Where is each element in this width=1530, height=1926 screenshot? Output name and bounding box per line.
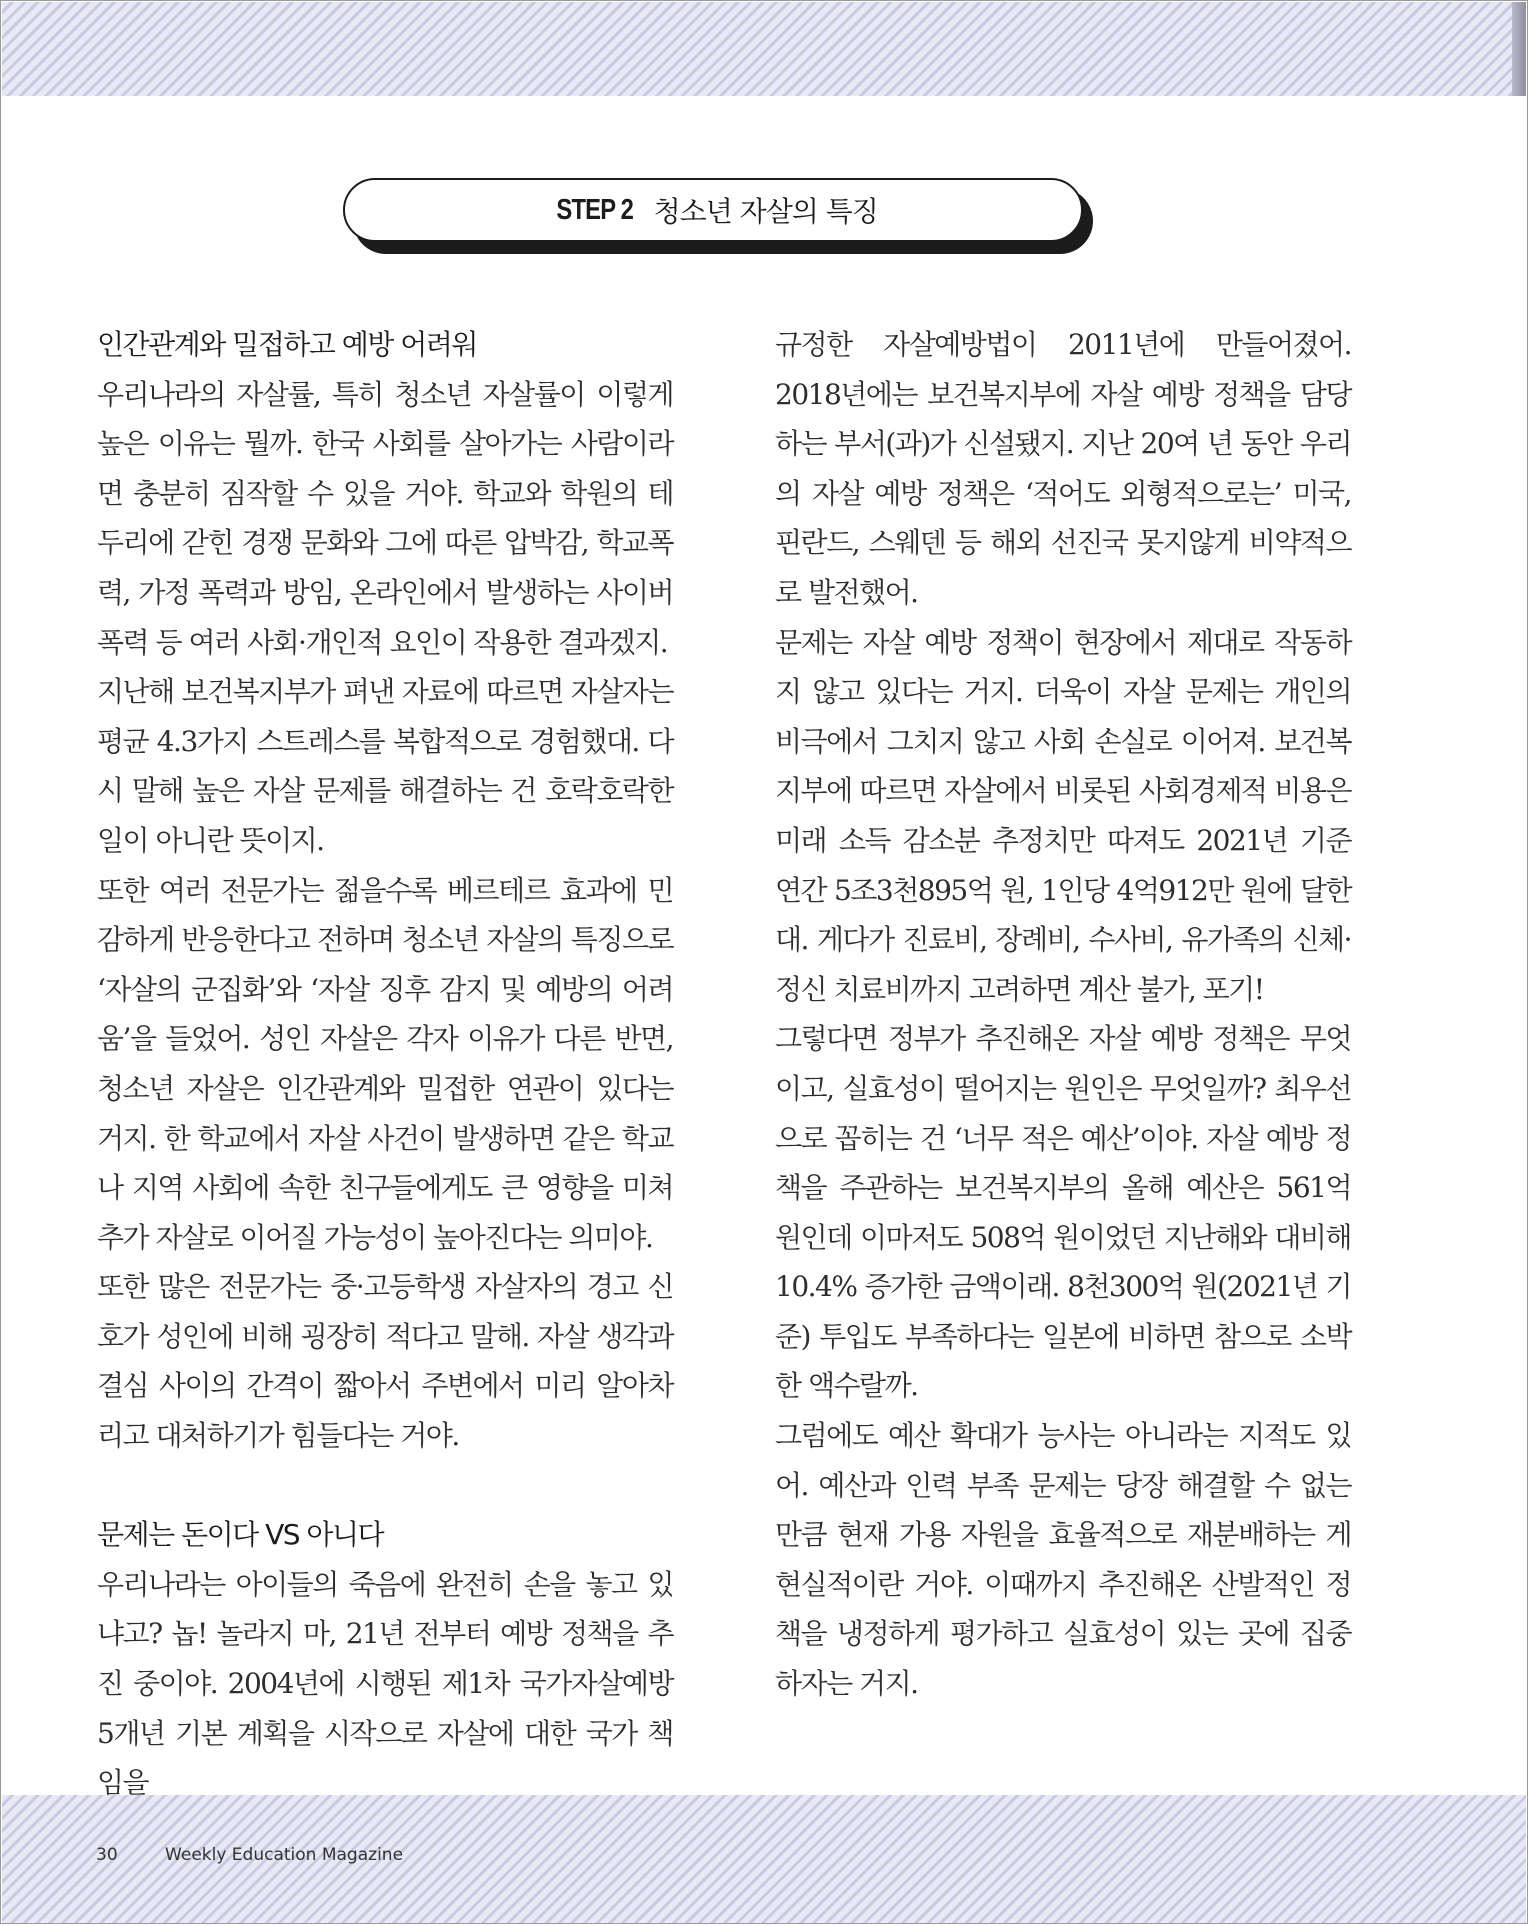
- body-paragraph: 문제는 자살 예방 정책이 현장에서 제대로 작동하지 않고 있다는 거지. 더욱이 자살 문제는 개인의 비극에서 그치지 않고 사회 손실로 이어져. 보건복지부에 따르면 자살에서 비롯된 사회경제적 비용은 미래 소득 감소분 추정치만 따져도 2021년 기준 연간 5조3천895억 원, 1인당 4억912만 원에 달한대. 게다가 진료비, 장례비, 수사비, 유가족의 신체·정신 치료비까지 고려하면 계산 불가, 포기!: [775, 625, 1351, 1006]
- step-label: STEP 2: [556, 193, 634, 226]
- body-paragraph: 우리나라는 아이들의 죽음에 완전히 손을 놓고 있냐고? 놉! 놀라지 마, 21년 전부터 예방 정책을 추진 중이야. 2004년에 시행된 제1차 국가자살예방 5개년 기본 계획을 시작으로 자살에 대한 국가 책임을: [97, 1567, 673, 1800]
- body-paragraph: 규정한 자살예방법이 2011년에 만들어졌어. 2018년에는 보건복지부에 자살 예방 정책을 담당하는 부서(과)가 신설됐지. 지난 20여 년 동안 우리의 자살 예방 정책은 ‘적어도 외형적으로는’ 미국, 핀란드, 스웨덴 등 해외 선진국 못지않게 비약적으로 발전했어.: [775, 328, 1351, 609]
- body-paragraph: 또한 여러 전문가는 젊을수록 베르테르 효과에 민감하게 반응한다고 전하며 청소년 자살의 특징으로 ‘자살의 군집화’와 ‘자살 징후 감지 및 예방의 어려움’을 들었어. 성인 자살은 각자 이유가 다른 반면, 청소년 자살은 인간관계와 밀접한 연관이 있다는 거지. 한 학교에서 자살 사건이 발생하면 같은 학교나 지역 사회에 속한 친구들에게도 큰 영향을 미쳐 추가 자살로 이어질 가능성이 높아진다는 의미야.: [97, 873, 673, 1254]
- section-heading-relationships: 인간관계와 밀접하고 예방 어려워: [97, 328, 477, 361]
- section-gap: [97, 1461, 673, 1511]
- publication-name: Weekly Education Magazine: [165, 1845, 404, 1865]
- top-stripe-band: [2, 2, 1526, 96]
- body-paragraph: 지난해 보건복지부가 펴낸 자료에 따르면 자살자는 평균 4.3가지 스트레스를 복합적으로 경험했대. 다시 말해 높은 자살 문제를 해결하는 건 호락호락한 일이 아니란 뜻이지.: [97, 675, 673, 857]
- left-column: [97, 320, 673, 1808]
- body-paragraph: 또한 많은 전문가는 중·고등학생 자살자의 경고 신호가 성인에 비해 굉장히 적다고 말해. 자살 생각과 결심 사이의 간격이 짧아서 주변에서 미리 알아차리고 대처하기가 힘들다는 거야.: [97, 1270, 673, 1453]
- body-paragraph: 우리나라의 자살률, 특히 청소년 자살률이 이렇게 높은 이유는 뭘까. 한국 사회를 살아가는 사람이라면 충분히 짐작할 수 있을 거야. 학교와 학원의 테두리에 갇힌 경쟁 문화와 그에 따른 압박감, 학교폭력, 가정 폭력과 방임, 온라인에서 발생하는 사이버 폭력 등 여러 사회·개인적 요인이 작용한 결과겠지.: [97, 377, 673, 659]
- section-heading-money: 문제는 돈이다 VS 아니다: [97, 1518, 384, 1552]
- step-title: 청소년 자살의 특징: [653, 195, 878, 228]
- body-paragraph: 그렇다면 정부가 추진해온 자살 예방 정책은 무엇이고, 실효성이 떨어지는 원인은 무엇일까? 최우선으로 꼽히는 건 ‘너무 적은 예산’이야. 자살 예방 정책을 주관하는 보건복지부의 올해 예산은 561억 원인데 이마저도 508억 원이었던 지난해와 대비해 10.4% 증가한 금액이래. 8천300억 원(2021년 기준) 투입도 부족하다는 일본에 비하면 참으로 소박한 액수랄까.: [775, 1022, 1351, 1403]
- body-paragraph: 그럼에도 예산 확대가 능사는 아니라는 지적도 있어. 예산과 인력 부족 문제는 당장 해결할 수 없는 만큼 현재 가용 자원을 효율적으로 재분배하는 게 현실적이란 거야. 이때까지 추진해온 산발적인 정책을 냉정하게 평가하고 실효성이 있는 곳에 집중하자는 거지.: [775, 1419, 1351, 1701]
- page-fold-shadow: [1512, 2, 1526, 96]
- step-header: [343, 178, 1083, 242]
- page-footer: [96, 1845, 403, 1865]
- page-number: 30: [96, 1845, 118, 1865]
- right-column: [775, 320, 1351, 1709]
